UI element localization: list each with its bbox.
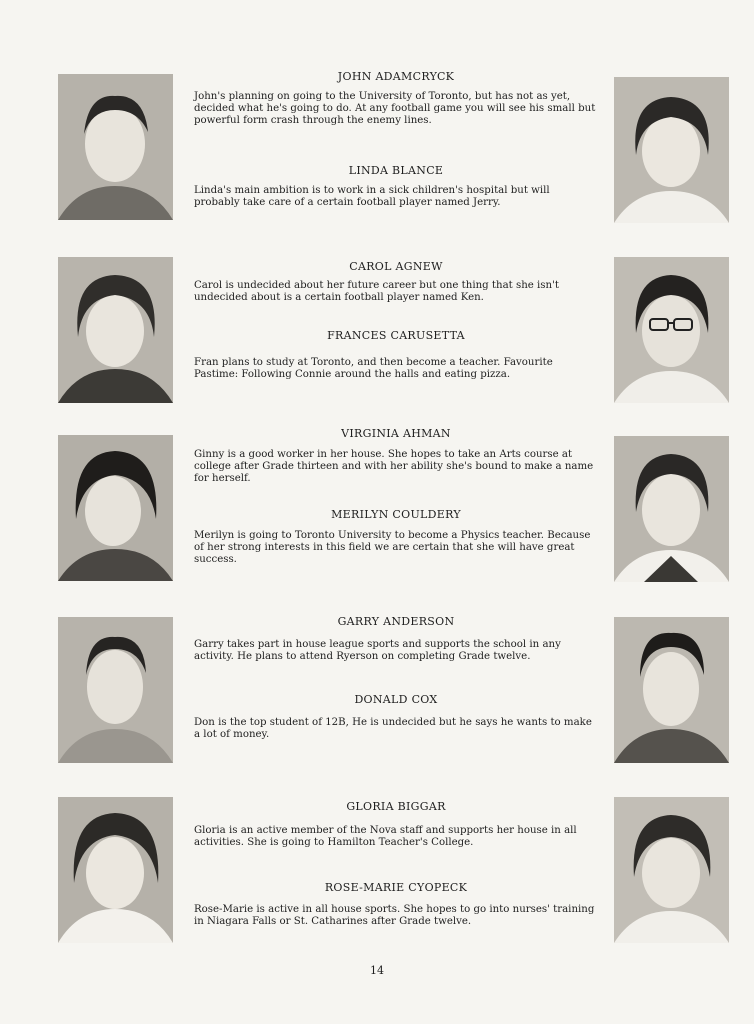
- portrait-photo-linda-blance: [614, 77, 729, 223]
- student-name: VIRGINIA AHMAN: [341, 427, 451, 440]
- student-bio: Don is the top student of 12B, He is undecided but he says he wants to make a lot of money.: [194, 717, 592, 740]
- student-name: ROSE-MARIE CYOPECK: [324, 881, 468, 894]
- student-bio: Rose-Marie is active in all house sports. She hopes to go into nurses' training in Niagara Falls or St. Catharines after Grade twelve.: [194, 904, 595, 927]
- student-bio: Carol is undecided about her future career but one thing that she isn't undecided about is a certain football player named Ken.: [194, 280, 559, 303]
- student-bio: Gloria is an active member of the Nova staff and supports her house in all activities. She is going to Hamilton Teacher's College.: [194, 825, 577, 848]
- girl-portrait-icon: [614, 436, 729, 582]
- student-name: MERILYN COULDERY: [331, 508, 461, 521]
- portrait-photo-merilyn-couldery: [614, 436, 729, 582]
- student-bio: Garry takes part in house league sports and supports the school in any activity. He plans to attend Ryerson on completing Grade twelve.: [194, 639, 561, 662]
- student-bio: Merilyn is going to Toronto University to become a Physics teacher. Because of her strong interests in this field we are certain that she will have great success.: [194, 530, 591, 565]
- student-name: LINDA BLANCE: [348, 164, 444, 177]
- student-name: FRANCES CARUSETTA: [327, 329, 465, 342]
- girl-portrait-icon: [58, 257, 173, 403]
- page-number: 14: [370, 964, 384, 977]
- student-bio: John's planning on going to the University of Toronto, but has not as yet, decided what he's going to do. At any football game you will see his small but powerful form crash through the enemy lines.: [194, 91, 596, 126]
- student-name: DONALD COX: [354, 693, 438, 706]
- portrait-photo-rose-marie-cyopeck: [614, 797, 729, 943]
- student-name: CAROL AGNEW: [349, 260, 443, 273]
- portrait-photo-john-adamcryck: [58, 74, 173, 220]
- girl-portrait-icon: [614, 797, 729, 943]
- portrait-photo-carol-agnew: [58, 257, 173, 403]
- girl-portrait-icon: [58, 435, 173, 581]
- student-name: GARRY ANDERSON: [337, 615, 455, 628]
- portrait-photo-garry-anderson: [58, 617, 173, 763]
- student-name: JOHN ADAMCRYCK: [337, 70, 455, 83]
- girl-portrait-glasses-icon: [614, 257, 729, 403]
- girl-portrait-icon: [58, 797, 173, 943]
- girl-portrait-icon: [614, 77, 729, 223]
- portrait-photo-donald-cox: [614, 617, 729, 763]
- student-bio: Fran plans to study at Toronto, and then become a teacher. Favourite Pastime: Following Connie around the halls and eating pizza.: [194, 357, 553, 380]
- portrait-photo-virginia-ahman: [58, 435, 173, 581]
- boy-portrait-icon: [58, 74, 173, 220]
- student-bio: Ginny is a good worker in her house. She hopes to take an Arts course at college after Grade thirteen and with her ability she's bound to make a name for herself.: [194, 449, 594, 484]
- portrait-photo-gloria-biggar: [58, 797, 173, 943]
- portrait-photo-frances-carusetta: [614, 257, 729, 403]
- boy-portrait-icon: [614, 617, 729, 763]
- student-name: GLORIA BIGGAR: [346, 800, 446, 813]
- boy-portrait-icon: [58, 617, 173, 763]
- student-bio: Linda's main ambition is to work in a sick children's hospital but will probably take care of a certain football player named Jerry.: [194, 185, 550, 208]
